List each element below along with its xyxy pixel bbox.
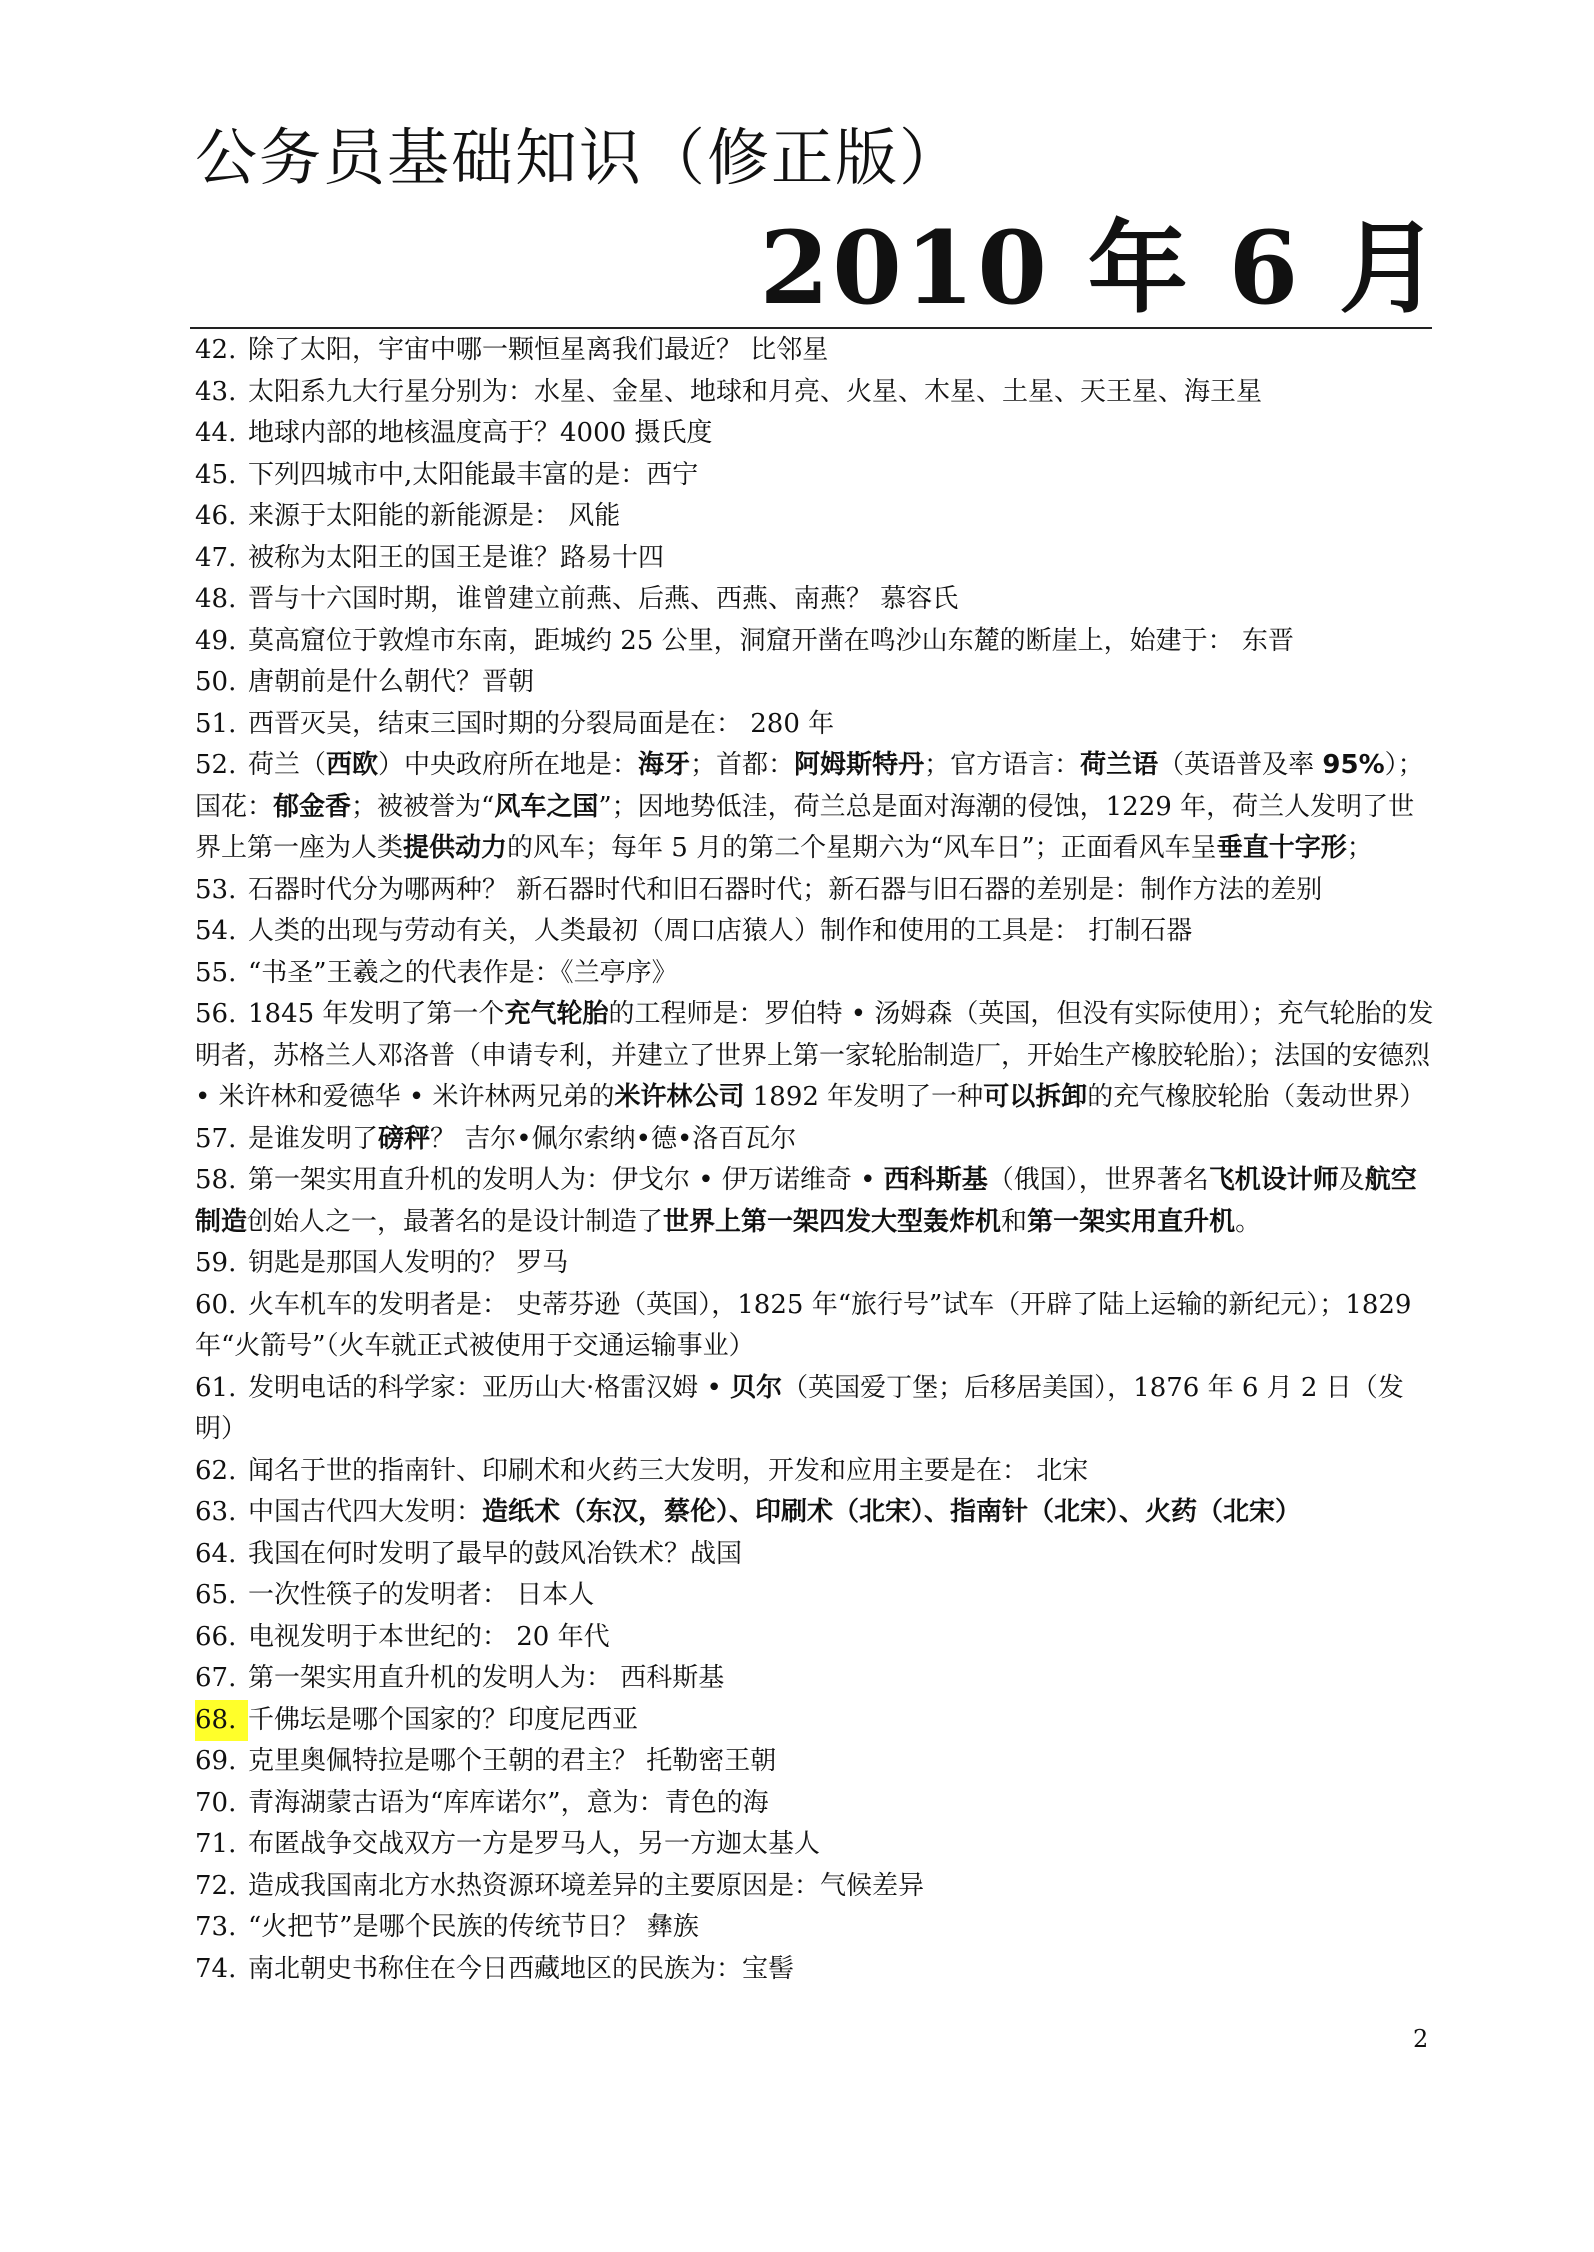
list-item (195, 413, 1435, 455)
bold-text: 荷兰语 (1080, 750, 1159, 780)
list-item (195, 1575, 1435, 1617)
bold-text: 充气轮胎 (504, 999, 609, 1029)
list-item (195, 621, 1435, 663)
item-number: 56. (195, 999, 237, 1029)
list-item (195, 1451, 1435, 1493)
list-item (195, 745, 1435, 870)
item-number: 42. (195, 335, 237, 365)
list-item (195, 662, 1435, 704)
item-text: 。 (1235, 1206, 1262, 1237)
item-text: ？ 吉尔•佩尔索纳•德•洛百瓦尔 (430, 1123, 797, 1154)
item-text: 南北朝史书称住在今日西藏地区的民族为：宝髻 (248, 1953, 795, 1984)
item-number: 50. (195, 667, 237, 697)
list-item (195, 1949, 1435, 1991)
item-number: 65. (195, 1580, 237, 1610)
item-number: 47. (195, 542, 237, 573)
item-number: 67. (195, 1663, 237, 1693)
list-item (195, 1658, 1435, 1700)
list-item (195, 994, 1435, 1119)
list-item (195, 1119, 1435, 1161)
item-text: 创始人之一，最著名的是设计制造了 (247, 1206, 664, 1237)
bold-text: 可以拆卸 (983, 1082, 1088, 1112)
item-number: 44. (195, 418, 237, 448)
list-item (195, 870, 1435, 912)
item-text: ）中央政府所在地是： (378, 750, 639, 780)
bold-text: 航空制造 (195, 1165, 1417, 1237)
item-text: ）；国花： (195, 750, 1424, 822)
item-text: 千佛坛是哪个国家的？印度尼西亚 (248, 1704, 639, 1735)
document-date: 2010 年 6 月 (759, 209, 1442, 327)
item-text: （英国爱丁堡；后移居美国），1876 年 6 月 2 日（发明） (195, 1372, 1404, 1444)
header-rule (190, 327, 1432, 329)
list-item (195, 1617, 1435, 1659)
item-text: “火把节”是哪个民族的传统节日？ 彝族 (248, 1912, 699, 1942)
bold-text: 垂直十字形 (1216, 833, 1347, 863)
bold-text: 飞机设计师 (1208, 1165, 1339, 1195)
list-item (195, 1243, 1435, 1285)
list-item (195, 330, 1435, 372)
item-text: 的充气橡胶轮胎（轰动世界） (1087, 1082, 1426, 1112)
item-text: 的工程师是：罗伯特 • 汤姆森（英国，但没有实际使用）；充气轮胎的发明者，苏格兰人邓洛普（申请专利，并建立了世界上第一家轮胎制造厂，开始生产橡胶轮胎）；法国的安德烈 • 米许林和爱德华 • 米许林两兄弟的 (195, 999, 1434, 1112)
list-item (195, 953, 1435, 995)
bold-text: 世界上第一架四发大型轰炸机 (663, 1206, 1002, 1237)
item-text: 来源于太阳能的新能源是： 风能 (248, 501, 621, 531)
item-text: （英语普及率 (1158, 750, 1323, 780)
item-number: 51. (195, 708, 237, 739)
item-text: 石器时代分为哪两种？ 新石器时代和旧石器时代；新石器与旧石器的差别是：制作方法的差别 (248, 874, 1323, 905)
list-item (195, 372, 1435, 414)
list-item (195, 1285, 1435, 1368)
item-number: 61. (195, 1372, 237, 1403)
item-text: 地球内部的地核温度高于？4000 摄氏度 (248, 418, 713, 448)
item-text: 第一架实用直升机的发明人为：伊戈尔 • 伊万诺维奇 • (248, 1165, 884, 1195)
bold-text: 米许林公司 (614, 1082, 745, 1112)
question-list (195, 330, 1435, 1990)
item-text: 及 (1338, 1165, 1365, 1195)
bold-text: 海牙 (638, 750, 691, 780)
item-text: 造成我国南北方水热资源环境差异的主要原因是：气候差异 (248, 1870, 925, 1901)
item-text: 我国在何时发明了最早的鼓风冶铁术？战国 (248, 1538, 743, 1569)
document-title: 公务员基础知识（修正版） (195, 121, 964, 194)
item-number: 66. (195, 1621, 237, 1652)
item-number: 52. (195, 750, 237, 780)
bold-text: 西科斯基 (883, 1165, 988, 1195)
item-text: ；首都： (690, 750, 795, 780)
item-number: 70. (195, 1787, 237, 1818)
item-text: ；被被誉为“ (351, 791, 495, 822)
item-text: 的风车；每年 5 月的第二个星期六为“风车日”；正面看风车呈 (507, 833, 1217, 863)
list-item (195, 1741, 1435, 1783)
list-item (195, 911, 1435, 953)
item-number: 45. (195, 459, 237, 490)
item-number: 62. (195, 1455, 237, 1486)
item-text: 1845 年发明了第一个 (248, 999, 505, 1029)
item-number: 60. (195, 1289, 237, 1320)
item-text: 中国古代四大发明： (248, 1497, 483, 1527)
list-item (195, 1368, 1435, 1451)
item-text: 钥匙是那国人发明的？ 罗马 (248, 1248, 569, 1278)
item-number: 49. (195, 625, 237, 656)
list-item (195, 579, 1435, 621)
bold-text: 95% (1322, 750, 1385, 780)
item-text: 荷兰（ (248, 750, 327, 780)
list-item (195, 1534, 1435, 1576)
item-text: 是谁发明了 (248, 1123, 379, 1154)
item-text: 1892 年发明了一种 (744, 1082, 984, 1112)
item-text: 下列四城市中,太阳能最丰富的是：西宁 (248, 459, 699, 490)
item-text: 布匿战争交战双方一方是罗马人，另一方迦太基人 (248, 1829, 821, 1859)
bold-text: 提供动力 (403, 833, 508, 863)
item-text: 第一架实用直升机的发明人为： 西科斯基 (248, 1663, 725, 1693)
item-number: 53. (195, 874, 237, 905)
item-text: 除了太阳，宇宙中哪一颗恒星离我们最近？ 比邻星 (248, 335, 829, 365)
bold-text: 西欧 (326, 750, 379, 780)
item-number: 64. (195, 1538, 237, 1569)
item-text: 莫高窟位于敦煌市东南，距城约 25 公里，洞窟开凿在鸣沙山东麓的断崖上，始建于： 东晋 (248, 625, 1294, 656)
item-number: 72. (195, 1870, 237, 1901)
bold-text: 造纸术（东汉，蔡伦）、印刷术（北宋）、指南针（北宋）、火药（北宋） (482, 1497, 1302, 1527)
item-text: 电视发明于本世纪的： 20 年代 (248, 1621, 610, 1652)
item-number: 57. (195, 1123, 237, 1154)
item-number: 73. (195, 1912, 237, 1942)
list-item (195, 1700, 1435, 1742)
list-item (195, 496, 1435, 538)
item-number: 48. (195, 584, 237, 614)
list-item (195, 1866, 1435, 1908)
item-text: 青海湖蒙古语为“库库诺尔”，意为：青色的海 (248, 1787, 769, 1818)
bold-text: 郁金香 (273, 791, 352, 822)
highlighted-item-number: 68. (195, 1700, 248, 1742)
item-text: ； (1346, 833, 1373, 863)
item-text: 闻名于世的指南针、印刷术和火药三大发明，开发和应用主要是在： 北宋 (248, 1455, 1089, 1486)
list-item (195, 1492, 1435, 1534)
item-text: ”；因地势低洼，荷兰总是面对海潮的侵蚀，1229 年，荷兰人发明了世界上第一座为人类 (195, 791, 1415, 863)
list-item (195, 704, 1435, 746)
bold-text: 阿姆斯特丹 (794, 750, 925, 780)
item-number: 71. (195, 1829, 237, 1859)
item-text: 火车机车的发明者是： 史蒂芬逊（英国），1825 年“旅行号”试车（开辟了陆上运输的新纪元）；1829 年“火箭号”（火车就正式被使用于交通运输事业） (195, 1289, 1412, 1361)
item-text: （俄国），世界著名 (987, 1165, 1209, 1195)
item-text: 太阳系九大行星分别为：水星、金星、地球和月亮、火星、木星、土星、天王星、海王星 (248, 376, 1263, 407)
list-item (195, 1907, 1435, 1949)
list-item (195, 1160, 1435, 1243)
list-item (195, 455, 1435, 497)
item-text: ；官方语言： (924, 750, 1081, 780)
bold-text: 贝尔 (730, 1372, 783, 1403)
item-text: 发明电话的科学家：亚历山大·格雷汉姆 • (248, 1372, 731, 1403)
item-text: 一次性筷子的发明者： 日本人 (248, 1580, 595, 1610)
item-text: 和 (1001, 1206, 1028, 1237)
item-text: 唐朝前是什么朝代？晋朝 (248, 667, 535, 697)
item-number: 55. (195, 957, 237, 988)
page-number: 2 (1413, 2025, 1429, 2053)
item-number: 63. (195, 1497, 237, 1527)
item-text: 西晋灭吴，结束三国时期的分裂局面是在： 280 年 (248, 708, 835, 739)
list-item (195, 538, 1435, 580)
item-number: 46. (195, 501, 237, 531)
item-number: 59. (195, 1248, 237, 1278)
item-text: “书圣”王羲之的代表作是：《兰亭序》 (248, 957, 678, 988)
bold-text: 磅秤 (378, 1123, 431, 1154)
item-number: 74. (195, 1953, 237, 1984)
item-text: 克里奥佩特拉是哪个王朝的君主？ 托勒密王朝 (248, 1746, 777, 1776)
item-number: 58. (195, 1165, 237, 1195)
item-text: 被称为太阳王的国王是谁？路易十四 (248, 542, 665, 573)
item-text: 晋与十六国时期，谁曾建立前燕、后燕、西燕、南燕？ 慕容氏 (248, 584, 959, 614)
bold-text: 第一架实用直升机 (1027, 1206, 1236, 1237)
item-number: 54. (195, 916, 237, 946)
list-item (195, 1824, 1435, 1866)
item-number: 43. (195, 376, 237, 407)
bold-text: 风车之国 (494, 791, 599, 822)
list-item (195, 1783, 1435, 1825)
item-text: 人类的出现与劳动有关，人类最初（周口店猿人）制作和使用的工具是： 打制石器 (248, 916, 1193, 946)
item-number: 69. (195, 1746, 237, 1776)
